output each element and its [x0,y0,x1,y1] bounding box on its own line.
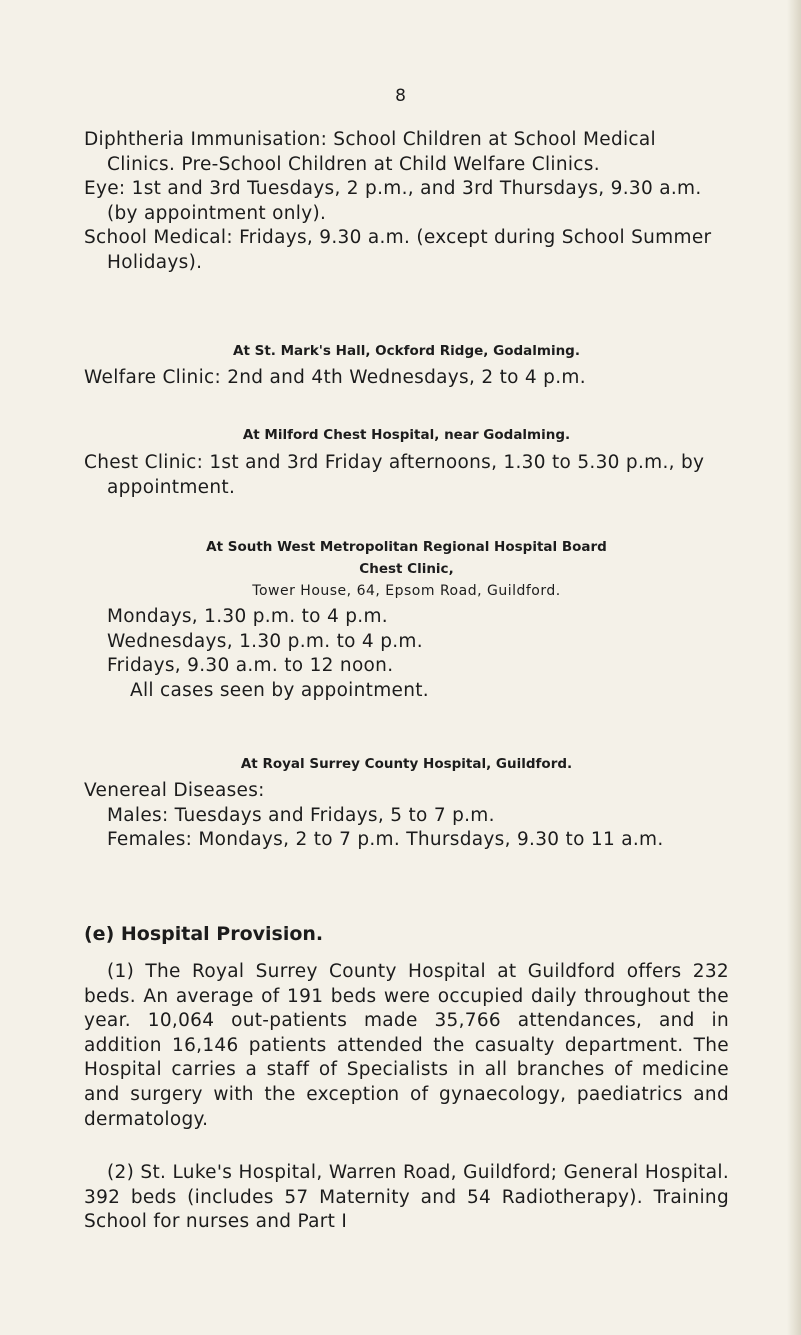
hospital-provision-para-1: (1) The Royal Surrey County Hospital at Guildford offers 232 beds. An average of 191 beds were occupied daily throughout the year. 10,064 out-patients made 35,766 attendances, and in addition 16,146 patients attended the casualty department. The Hospital carries a staff of Specialists in all branches of medicine and surgery with the exception of gynaecology, paediatrics and dermatology. [84,961,729,1130]
females-line: Females: Mondays, 2 to 7 p.m. Thursdays, 9.30 to 11 a.m. [107,829,664,851]
swmrhb-schedule [84,605,729,703]
appointment-line: All cases seen by appointment. [130,679,429,701]
fridays-line: Fridays, 9.30 a.m. to 12 noon. [107,655,394,677]
royal-surrey-section [84,779,729,853]
swmrhb-address: Tower House, 64, Epsom Road, Guildford. [252,583,561,599]
page-edge-shadow [787,0,801,1335]
swmrhb-location-1: At South West Metropolitan Regional Hospital Board [206,539,607,555]
st-marks-location: At St. Mark's Hall, Ockford Ridge, Godalming. [233,343,580,359]
swmrhb-location-2: Chest Clinic, [359,561,454,577]
chest-clinic-line: Chest Clinic: 1st and 3rd Friday afternoons, 1.30 to 5.30 p.m., by appointment. [84,452,705,498]
royal-surrey-location: At Royal Surrey County Hospital, Guildford. [240,756,573,772]
diphtheria-line: Diphtheria Immunisation: School Children at School Medical Clinics. Pre-School Children at Child Welfare Clinics. [84,129,656,175]
mondays-line: Mondays, 1.30 p.m. to 4 p.m. [107,606,388,627]
milford-section [84,451,729,500]
eye-line: Eye: 1st and 3rd Tuesdays, 2 p.m., and 3rd Thursdays, 9.30 a.m. (by appointment only). [84,178,702,224]
venereal-diseases-heading: Venereal Diseases: [84,780,265,801]
st-marks-section [84,366,729,391]
wednesdays-line: Wednesdays, 1.30 p.m. to 4 p.m. [107,630,423,652]
hospital-provision-para-2: (2) St. Luke's Hospital, Warren Road, Guildford; General Hospital. 392 beds (includes 57 Maternity and 54 Radiotherapy). Training School for nurses and Part I [84,1162,729,1233]
hospital-provision-heading: (e) Hospital Provision. [84,923,324,945]
welfare-clinic-line: Welfare Clinic: 2nd and 4th Wednesdays, 2 to 4 p.m. [84,367,586,388]
clinics-top-section [84,128,729,276]
milford-location: At Milford Chest Hospital, near Godalming. [242,427,571,443]
school-medical-line: School Medical: Fridays, 9.30 a.m. (except during School Summer Holidays). [84,227,712,273]
page-number: 8 [395,86,406,106]
males-line: Males: Tuesdays and Fridays, 5 to 7 p.m. [107,804,495,826]
